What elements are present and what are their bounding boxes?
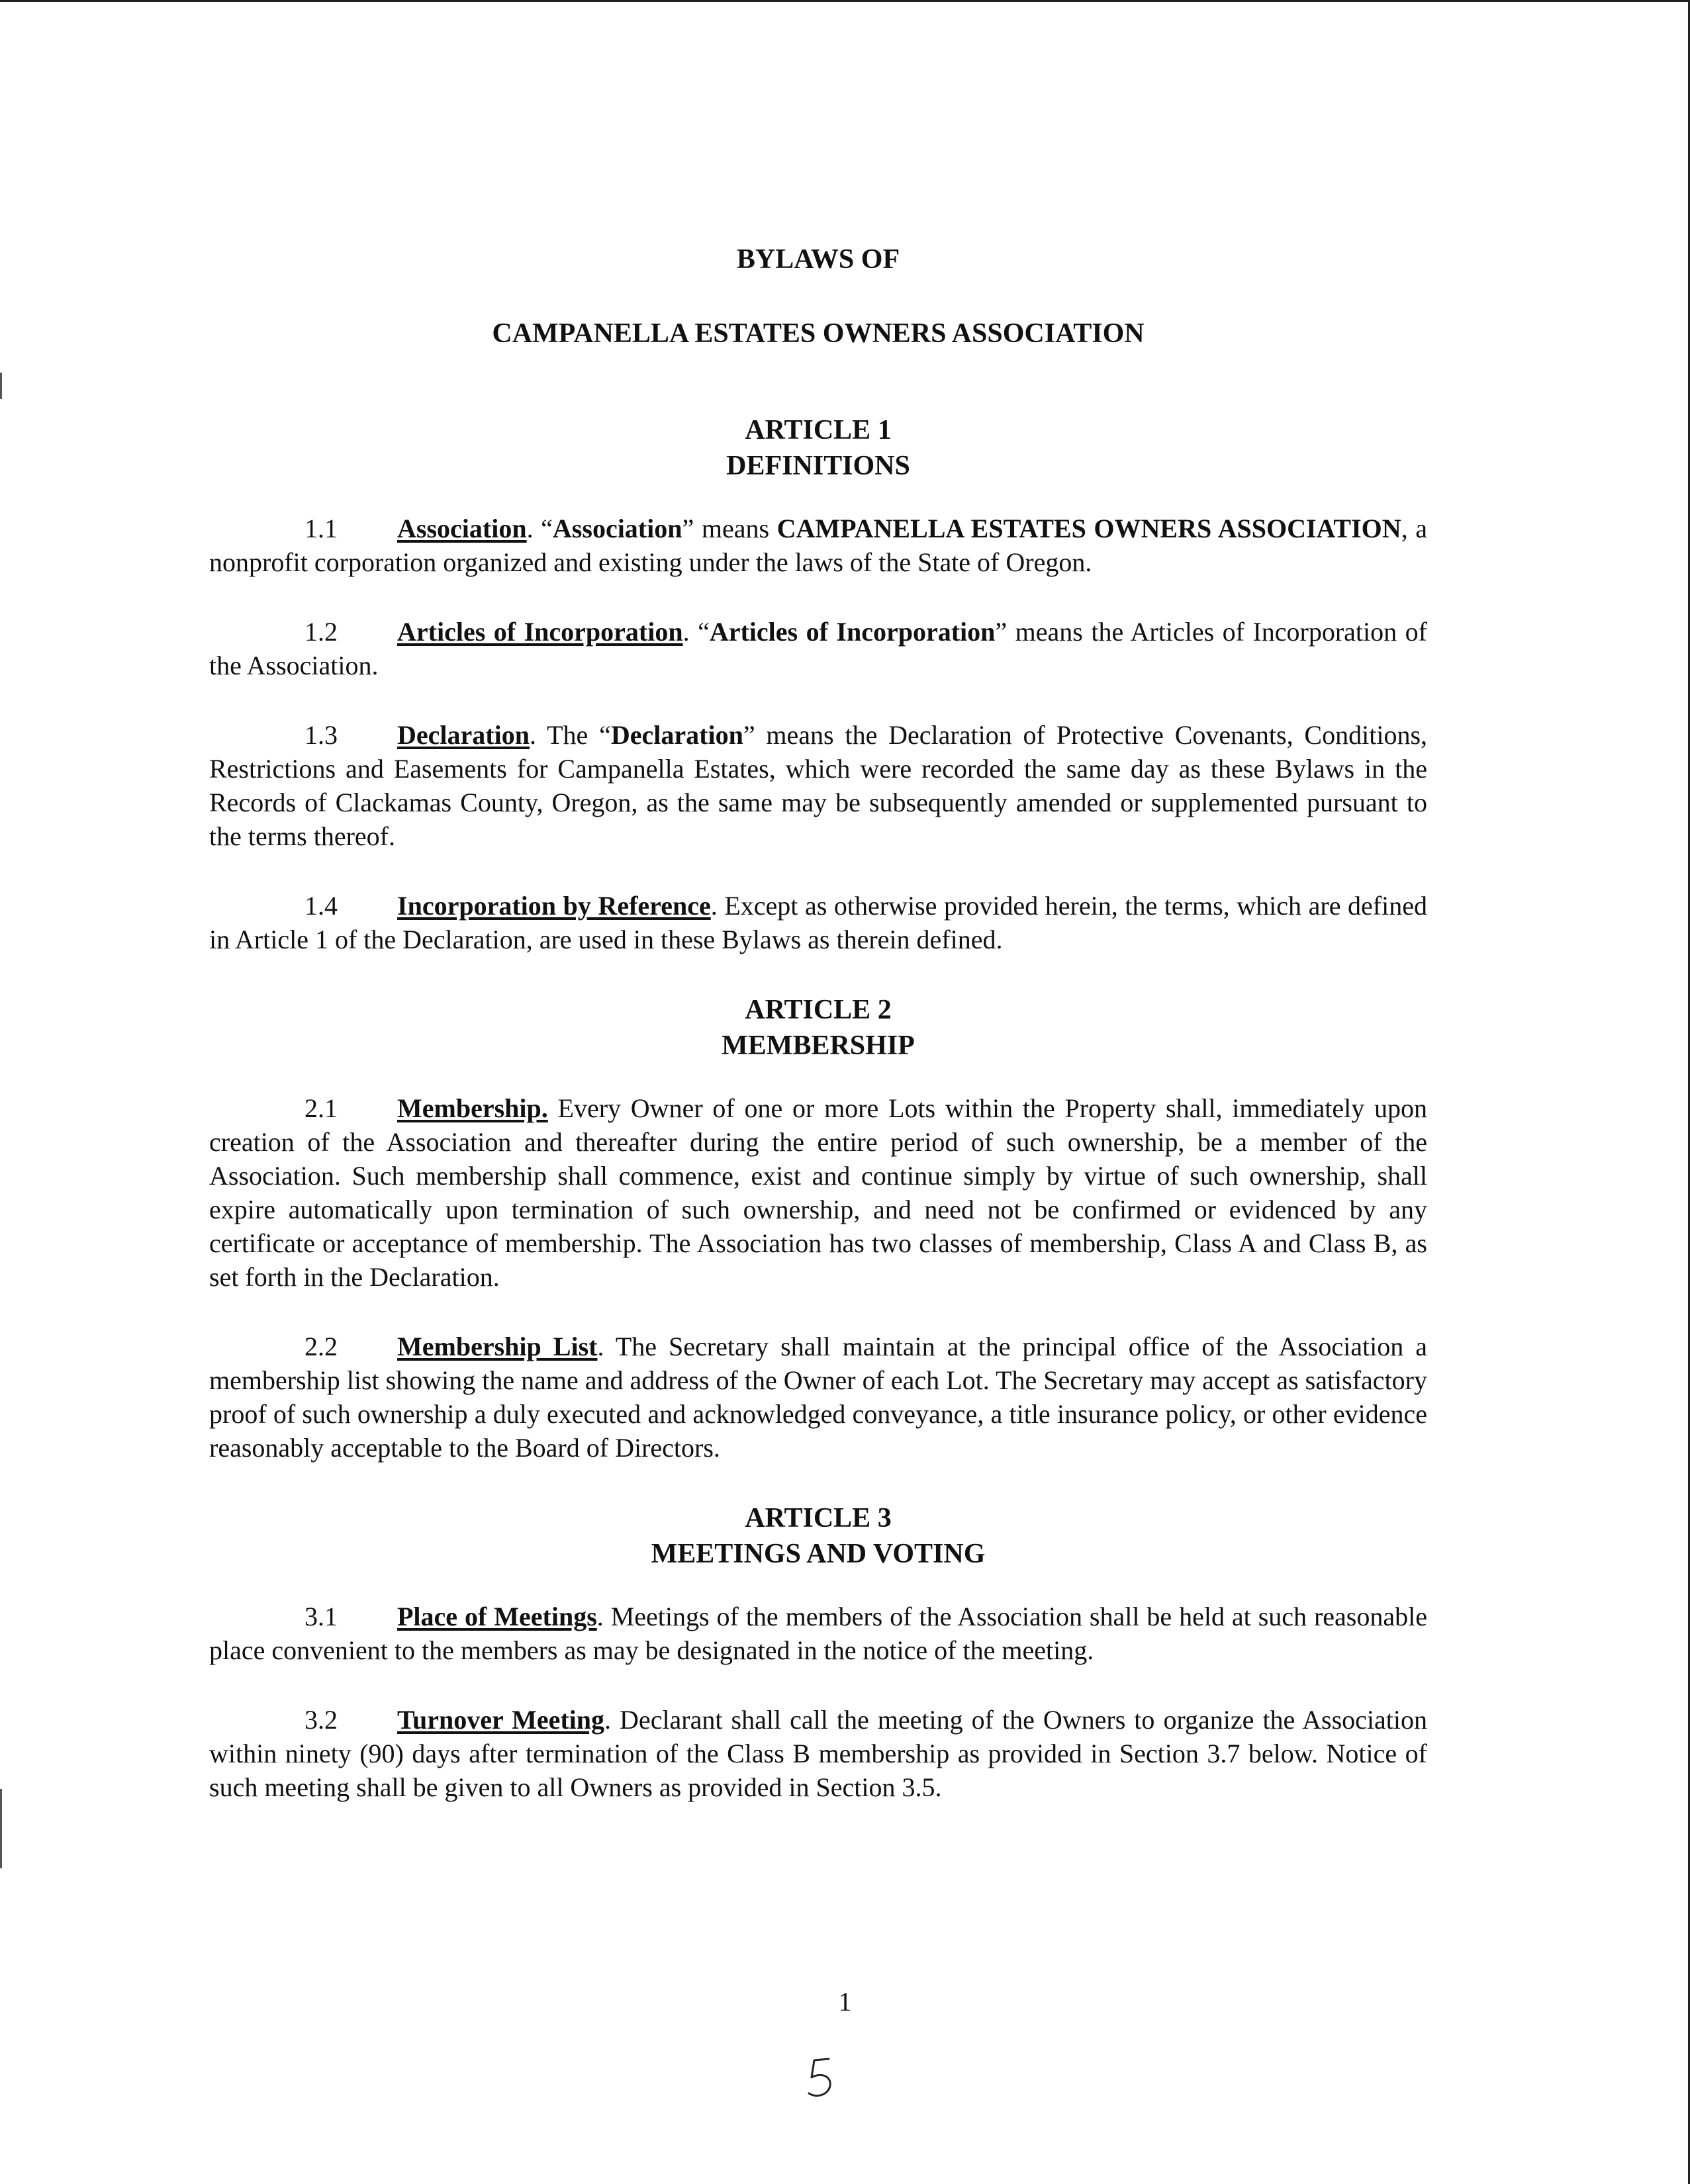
section-3-2: 3.2 Turnover Meeting. Declarant shall call the meeting of the Owners to organize the Association within ninety (90) days after termination of the Class B membership as provided in Section 3.7 below. Notice of such meeting shall be given to all Owners as provided in Section 3.5. xyxy=(209,1703,1427,1804)
section-text: Except as otherwise provided herein, the terms, which are defined in Article 1 of the Declaration, are used in these Bylaws as therein defined. xyxy=(209,891,1427,954)
section-number: 1.4 xyxy=(305,891,338,921)
section-title: Incorporation by Reference xyxy=(397,891,711,921)
article-1-heading xyxy=(209,412,1427,484)
association-name: CAMPANELLA ESTATES OWNERS ASSOCIATION xyxy=(776,514,1401,543)
section-title: Association xyxy=(397,514,527,543)
section-2-1 xyxy=(209,1091,1427,1294)
section-title: Articles of Incorporation xyxy=(397,617,683,647)
section-1-4: 1.4 Incorporation by Reference. Except as otherwise provided herein, the terms, which are defined in Article 1 of the Declaration, are used in these Bylaws as therein defined. xyxy=(209,889,1427,956)
section-number: 3.2 xyxy=(305,1705,338,1735)
scan-edge-mark xyxy=(0,373,2,399)
section-title: Declaration xyxy=(397,720,530,750)
article-3-heading xyxy=(209,1500,1427,1572)
section-title: Turnover Meeting xyxy=(397,1705,605,1735)
section-title: Place of Meetings xyxy=(397,1602,597,1631)
section-number: 2.1 xyxy=(305,1093,338,1123)
article-title: DEFINITIONS xyxy=(726,451,910,481)
section-2-2: 2.2 Membership List. The Secretary shall maintain at the principal office of the Association a membership list showing the name and address of the Owner of each Lot. The Secretary may accept as satisfactory proof of such ownership a duly executed and acknowledged conveyance, a title insurance policy, or other evidence reasonably acceptable to the Board of Directors. xyxy=(209,1330,1427,1465)
section-number: 3.1 xyxy=(305,1602,338,1631)
section-number: 1.3 xyxy=(305,720,338,750)
section-title: Membership List xyxy=(397,1332,598,1361)
defined-term: Declaration xyxy=(610,720,743,750)
section-text: , a nonprofit corporation organized and existing under the laws of the State of Oregon. xyxy=(209,514,1428,577)
section-number: 2.2 xyxy=(305,1332,338,1361)
article-2-heading xyxy=(209,992,1427,1064)
article-title: MEETINGS AND VOTING xyxy=(651,1539,986,1569)
section-3-1: 3.1 Place of Meetings. Meetings of the members of the Association shall be held at such reasonable place convenient to the members as may be designated in the notice of the meeting. xyxy=(209,1600,1427,1667)
section-text: The Secretary shall maintain at the principal office of the Association a membership list showing the name and address of the Owner of each Lot. The Secretary may accept as satisfactory proof of such ownership a duly executed and acknowledged conveyance, a title insurance policy, or other evidence reasonably acceptable to the Board of Directors. xyxy=(209,1332,1428,1463)
section-text: means the Declaration of Protective Covenants, Conditions, Restrictions and Easements for Campanella Estates, which were recorded the same day as these Bylaws in the Records of Clackamas County, Oregon, as the same may be subsequently amended or supplemented pursuant to the terms thereof. xyxy=(209,720,1428,851)
section-text: Meetings of the members of the Association shall be held at such reasonable place convenient to the members as may be designated in the notice of the meeting. xyxy=(209,1602,1427,1665)
article-number: ARTICLE 3 xyxy=(745,1503,892,1533)
page-number: 1 xyxy=(838,1987,852,2017)
document-subtitle: CAMPANELLA ESTATES OWNERS ASSOCIATION xyxy=(492,318,1145,349)
section-number: 1.2 xyxy=(305,617,338,647)
section-1-2: 1.2 Articles of Incorporation. “Articles of Incorporation” means the Articles of Incorporation of the Association. xyxy=(209,615,1427,682)
scan-edge-mark xyxy=(0,1789,2,1868)
section-text: Declarant shall call the meeting of the Owners to organize the Association within ninety (90) days after termination of the Class B membership as provided in Section 3.7 below. Notice of such meeting shall be given to all Owners as provided in Section 3.5. xyxy=(209,1705,1427,1802)
section-text: means the Articles of Incorporation of the Association. xyxy=(209,617,1427,680)
section-1-1: 1.1 Association. “Association” means CAMPANELLA ESTATES OWNERS ASSOCIATION, a nonprofit corporation organized and existing under the laws of the State of Oregon. xyxy=(209,512,1427,579)
article-number: ARTICLE 1 xyxy=(745,415,892,445)
section-number: 1.1 xyxy=(305,514,338,543)
defined-term: Articles of Incorporation xyxy=(709,617,996,647)
handwritten-page-mark xyxy=(794,2052,847,2105)
section-title: Membership. xyxy=(397,1093,548,1123)
document-body xyxy=(209,242,1427,1840)
document-title: BYLAWS OF xyxy=(736,244,900,275)
article-title: MEMBERSHIP xyxy=(722,1030,915,1061)
article-number: ARTICLE 2 xyxy=(745,995,892,1025)
section-1-3: 1.3 Declaration. The “Declaration” means the Declaration of Protective Covenants, Conditions, Restrictions and Easements for Campanella Estates, which were recorded the same day as these Bylaws in the Records of Clackamas County, Oregon, as the same may be subsequently amended or supplemented pursuant to the terms thereof. xyxy=(209,718,1427,853)
section-text: Every Owner of one or more Lots within the Property shall, immediately upon creation of the Association and thereafter during the entire period of such ownership, be a member of the Association. Such membership shall commence, exist and continue simply by virtue of such ownership, shall expire automatically upon termination of such ownership, and need not be confirmed or evidenced by any certificate or acceptance of membership. The Association has two classes of membership, Class A and Class B, as set forth in the Declaration. xyxy=(209,1093,1428,1292)
defined-term: Association xyxy=(552,514,682,543)
